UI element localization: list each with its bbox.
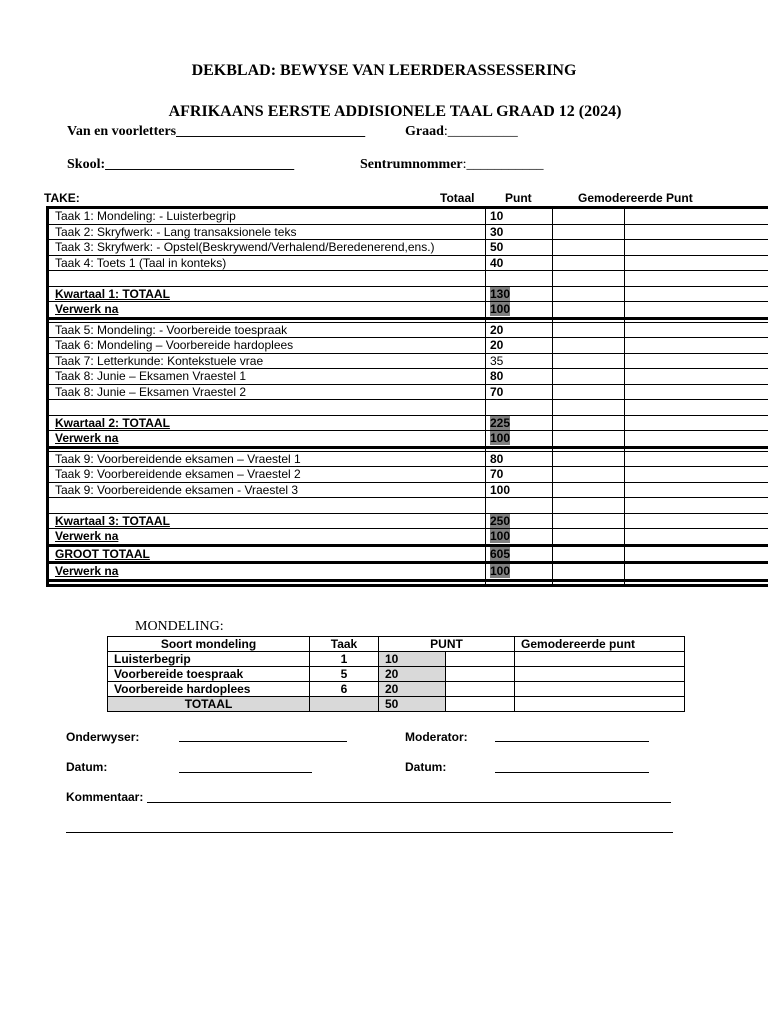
comment-line-2[interactable] xyxy=(66,832,673,833)
comment-line-1[interactable] xyxy=(147,802,671,803)
moderated-cell-2[interactable] xyxy=(625,513,768,529)
grade-label: Graad xyxy=(405,124,444,139)
centre-blank: :___________ xyxy=(462,157,544,172)
oral-moderated-header: Gemodereerde punt xyxy=(515,637,685,652)
table-row xyxy=(48,322,768,338)
mark-cell: 50 xyxy=(486,240,553,256)
oral-moderated-cell[interactable] xyxy=(515,667,685,682)
oral-total-moderated[interactable] xyxy=(515,697,685,712)
mark-cell: 80 xyxy=(486,369,553,385)
task-cell: Taak 4: Toets 1 (Taal in konteks) xyxy=(48,255,486,271)
grade-blank: :__________ xyxy=(443,124,518,139)
moderated-cell[interactable] xyxy=(553,240,625,256)
table-row xyxy=(48,240,768,256)
oral-moderated-cell[interactable] xyxy=(515,682,685,697)
oral-type-cell: Voorbereide toespraak xyxy=(108,667,310,682)
moderated-cell-2[interactable] xyxy=(625,255,768,271)
moderated-cell[interactable] xyxy=(553,286,625,302)
school-label: Skool: xyxy=(67,157,106,172)
moderated-cell-2[interactable] xyxy=(625,302,768,319)
term3-convert-cell xyxy=(486,529,553,546)
tasks-header: TAKE: xyxy=(44,191,80,205)
oral-table xyxy=(107,636,685,712)
mark-cell: 30 xyxy=(486,224,553,240)
moderated-cell[interactable] xyxy=(553,322,625,338)
moderated-cell[interactable] xyxy=(553,529,625,546)
moderated-cell-2[interactable] xyxy=(625,467,768,483)
term2-total-label: Kwartaal 2: TOTAAL xyxy=(48,415,486,431)
mark-cell: 80 xyxy=(486,451,553,467)
moderated-cell[interactable] xyxy=(553,369,625,385)
moderated-header: Gemodereerde Punt xyxy=(578,191,693,205)
table-row xyxy=(48,451,768,467)
task-cell: Taak 5: Mondeling: - Voorbereide toespraak xyxy=(48,322,486,338)
task-cell: Taak 3: Skryfwerk: - Opstel(Beskrywend/Verhalend/Beredenerend,ens.) xyxy=(48,240,486,256)
term1-convert-label: Verwerk na xyxy=(48,302,486,319)
moderated-cell[interactable] xyxy=(553,482,625,498)
moderated-cell-2[interactable] xyxy=(625,286,768,302)
oral-type-cell: Voorbereide hardoplees xyxy=(108,682,310,697)
moderated-cell-2[interactable] xyxy=(625,384,768,400)
empty-row xyxy=(48,498,768,514)
term3-total-row xyxy=(48,513,768,529)
empty-row xyxy=(48,400,768,416)
mark-cell: 70 xyxy=(486,467,553,483)
task-cell: Taak 8: Junie – Eksamen Vraestel 1 xyxy=(48,369,486,385)
oral-mark-entry[interactable] xyxy=(446,652,515,667)
moderated-cell-2[interactable] xyxy=(625,240,768,256)
oral-heading: MONDELING: xyxy=(135,619,224,634)
mark-cell: 100 xyxy=(486,482,553,498)
moderated-cell[interactable] xyxy=(553,563,625,581)
name-field[interactable] xyxy=(67,124,365,140)
table-row xyxy=(48,338,768,354)
moderated-cell[interactable] xyxy=(553,208,625,225)
moderated-cell-2[interactable] xyxy=(625,451,768,467)
oral-total-label: TOTAAL xyxy=(108,697,310,712)
moderated-cell-2[interactable] xyxy=(625,545,768,563)
task-cell: Taak 9: Voorbereidende eksamen – Vraestel 1 xyxy=(48,451,486,467)
moderated-cell-2[interactable] xyxy=(625,482,768,498)
oral-mark-entry[interactable] xyxy=(446,682,515,697)
name-blank: ___________________________ xyxy=(176,124,366,139)
term2-convert-cell xyxy=(486,431,553,448)
term1-total-value: 130 xyxy=(490,286,511,301)
moderator-signature-line[interactable] xyxy=(495,741,649,742)
page-subtitle: AFRIKAANS EERSTE ADDISIONELE TAAL GRAAD 12 (2024) xyxy=(168,103,622,120)
task-cell: Taak 8: Junie – Eksamen Vraestel 2 xyxy=(48,384,486,400)
oral-task-cell: 1 xyxy=(310,652,379,667)
table-row xyxy=(48,369,768,385)
grand-total-cell xyxy=(486,545,553,563)
term2-total-value: 225 xyxy=(490,415,511,430)
term3-convert-value: 100 xyxy=(490,529,511,544)
table-row xyxy=(48,467,768,483)
table-row xyxy=(48,208,768,225)
oral-total-entry[interactable] xyxy=(446,697,515,712)
mark-cell: 20 xyxy=(486,322,553,338)
total-header: Totaal xyxy=(440,191,475,205)
task-cell: Taak 2: Skryfwerk: - Lang transaksionele teks xyxy=(48,224,486,240)
table-row xyxy=(48,482,768,498)
moderator-date-label: Datum: xyxy=(405,760,447,774)
grand-total-label: GROOT TOTAAL xyxy=(48,545,486,563)
oral-type-cell: Luisterbegrip xyxy=(108,652,310,667)
oral-mark-entry[interactable] xyxy=(446,667,515,682)
moderated-cell-2[interactable] xyxy=(625,563,768,581)
term3-convert-label: Verwerk na xyxy=(48,529,486,546)
moderated-cell-2[interactable] xyxy=(625,431,768,448)
term3-convert-row xyxy=(48,529,768,546)
moderated-cell[interactable] xyxy=(553,224,625,240)
table-row xyxy=(108,667,685,682)
grand-total-value: 605 xyxy=(490,546,511,561)
moderated-cell[interactable] xyxy=(553,467,625,483)
mark-header: Punt xyxy=(505,191,532,205)
moderated-cell[interactable] xyxy=(553,451,625,467)
task-table xyxy=(46,206,768,587)
mark-cell: 10 xyxy=(486,208,553,225)
task-cell: Taak 7: Letterkunde: Kontekstuele vrae xyxy=(48,353,486,369)
oral-moderated-cell[interactable] xyxy=(515,652,685,667)
oral-type-header: Soort mondeling xyxy=(108,637,310,652)
grand-convert-value: 100 xyxy=(490,564,511,579)
oral-task-header: Taak xyxy=(310,637,379,652)
comment-label: Kommentaar: xyxy=(66,790,144,804)
term1-total-cell xyxy=(486,286,553,302)
moderated-cell-2[interactable] xyxy=(625,529,768,546)
school-blank: ___________________________ xyxy=(105,157,295,172)
term2-convert-row xyxy=(48,431,768,448)
centre-field[interactable] xyxy=(360,157,544,173)
moderated-cell-2[interactable] xyxy=(625,322,768,338)
term3-total-cell xyxy=(486,513,553,529)
table-row xyxy=(108,652,685,667)
moderated-cell[interactable] xyxy=(553,255,625,271)
name-label: Van en voorletters xyxy=(67,124,177,139)
moderated-cell-2[interactable] xyxy=(625,224,768,240)
table-row xyxy=(48,353,768,369)
term1-total-label: Kwartaal 1: TOTAAL xyxy=(48,286,486,302)
separator-row xyxy=(48,580,768,585)
oral-task-cell: 5 xyxy=(310,667,379,682)
oral-total-row xyxy=(108,697,685,712)
teacher-signature-line[interactable] xyxy=(179,741,347,742)
mark-cell: 70 xyxy=(486,384,553,400)
mark-cell: 20 xyxy=(486,338,553,354)
oral-mark-cell: 20 xyxy=(379,667,446,682)
oral-header-row xyxy=(108,637,685,652)
teacher-date-line[interactable] xyxy=(179,772,312,773)
moderated-cell[interactable] xyxy=(553,513,625,529)
moderated-cell-2[interactable] xyxy=(625,338,768,354)
table-row xyxy=(48,255,768,271)
moderator-label: Moderator: xyxy=(405,730,468,744)
teacher-date-label: Datum: xyxy=(66,760,108,774)
term1-convert-value: 100 xyxy=(490,302,511,317)
grand-convert-label: Verwerk na xyxy=(48,563,486,581)
task-cell: Taak 1: Mondeling: - Luisterbegrip xyxy=(48,208,486,225)
term3-total-label: Kwartaal 3: TOTAAL xyxy=(48,513,486,529)
task-cell: Taak 6: Mondeling – Voorbereide hardoplees xyxy=(48,338,486,354)
oral-total-value: 50 xyxy=(379,697,446,712)
moderated-cell[interactable] xyxy=(553,353,625,369)
moderated-cell[interactable] xyxy=(553,431,625,448)
teacher-label: Onderwyser: xyxy=(66,730,140,744)
table-row xyxy=(48,224,768,240)
oral-task-cell: 6 xyxy=(310,682,379,697)
moderated-cell[interactable] xyxy=(553,338,625,354)
centre-label: Sentrumnommer xyxy=(360,157,463,172)
oral-mark-cell: 20 xyxy=(379,682,446,697)
task-cell: Taak 9: Voorbereidende eksamen – Vraestel 2 xyxy=(48,467,486,483)
term2-total-cell xyxy=(486,415,553,431)
grand-total-row xyxy=(48,545,768,563)
term3-total-value: 250 xyxy=(490,513,511,528)
term1-total-row xyxy=(48,286,768,302)
grand-convert-row xyxy=(48,563,768,581)
oral-mark-header: PUNT xyxy=(379,637,515,652)
moderated-cell[interactable] xyxy=(553,384,625,400)
mark-cell: 35 xyxy=(486,353,553,369)
grade-field[interactable] xyxy=(405,124,518,140)
mark-cell: 40 xyxy=(486,255,553,271)
moderator-date-line[interactable] xyxy=(495,772,649,773)
term1-convert-row xyxy=(48,302,768,319)
term2-convert-label: Verwerk na xyxy=(48,431,486,448)
term1-convert-cell xyxy=(486,302,553,319)
empty-row xyxy=(48,271,768,287)
moderated-cell-2[interactable] xyxy=(625,415,768,431)
term2-convert-value: 100 xyxy=(490,431,511,446)
moderated-cell-2[interactable] xyxy=(625,353,768,369)
school-field[interactable] xyxy=(67,157,294,173)
moderated-cell[interactable] xyxy=(553,545,625,563)
term2-total-row xyxy=(48,415,768,431)
oral-mark-cell: 10 xyxy=(379,652,446,667)
grand-convert-cell xyxy=(486,563,553,581)
page-title: DEKBLAD: BEWYSE VAN LEERDERASSESSERING xyxy=(191,62,577,79)
table-row xyxy=(48,384,768,400)
moderated-cell[interactable] xyxy=(553,415,625,431)
moderated-cell[interactable] xyxy=(553,302,625,319)
moderated-cell-2[interactable] xyxy=(625,369,768,385)
table-row xyxy=(108,682,685,697)
task-cell: Taak 9: Voorbereidende eksamen - Vraestel 3 xyxy=(48,482,486,498)
moderated-cell-2[interactable] xyxy=(625,208,768,225)
